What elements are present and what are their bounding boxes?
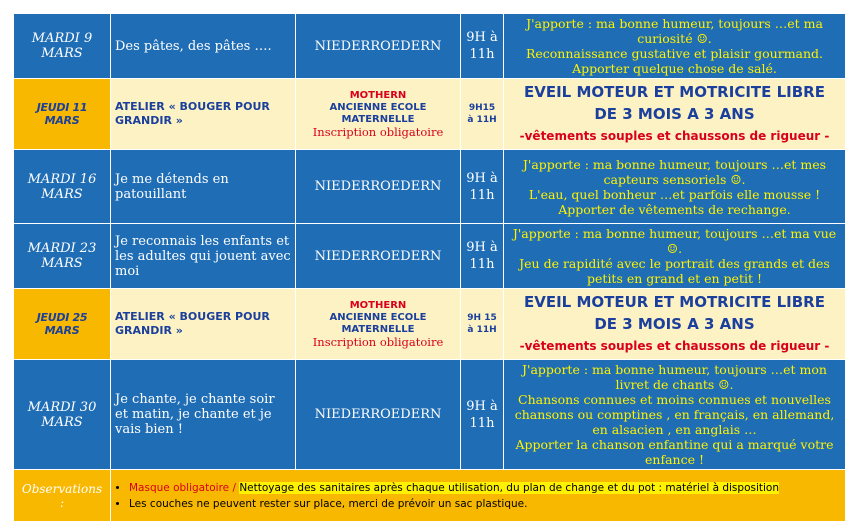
description-cell: [504, 224, 846, 289]
observation-item: [129, 496, 841, 512]
observations-notes: [111, 470, 846, 522]
eveil-title: EVEIL MOTEUR ET MOTRICITE LIBRE: [524, 293, 825, 311]
place-cell: NIEDERROEDERN: [296, 150, 461, 224]
activity-cell: Je reconnais les enfants et les adultes qui jouent avec moi: [111, 224, 296, 289]
clothing-note: -vêtements souples et chaussons de rigueur -: [519, 339, 830, 353]
activity-cell: Je me détends en patouillant: [111, 150, 296, 224]
table-row: [14, 79, 846, 150]
description-cell: [504, 150, 846, 224]
activity-cell: Des pâtes, des pâtes ….: [111, 14, 296, 79]
time-cell: 9H à 11h: [461, 14, 504, 79]
age-range: DE 3 MOIS A 3 ANS: [594, 105, 755, 123]
place-cell: NIEDERROEDERN: [296, 224, 461, 289]
time-cell: 9H à 11h: [461, 224, 504, 289]
town-name: MOTHERN: [349, 299, 407, 311]
table-row: [14, 224, 846, 289]
date-cell: MARDI 16 MARS: [14, 150, 111, 224]
description-line: J'apporte : ma bonne humeur, toujours …et ma vue ☺.: [512, 226, 837, 256]
date-cell: JEUDI 25 MARS: [14, 289, 111, 360]
time-cell: 9H à 11h: [461, 360, 504, 470]
venue-name: ANCIENNE ECOLE MATERNELLE: [329, 101, 427, 125]
inscription-note: Inscription obligatoire: [312, 334, 444, 349]
place-cell: [296, 79, 461, 150]
description-line: Chansons connues et moins connues et nouvelles chansons ou comptines , en français, en allemand, en alsacien , en anglais …: [514, 392, 835, 437]
table-row: [14, 360, 846, 470]
clothing-note: -vêtements souples et chaussons de rigueur -: [519, 129, 830, 143]
description-line: J'apporte : ma bonne humeur, toujours …et ma curiosité ☺.: [526, 16, 823, 46]
table-row: [14, 289, 846, 360]
time-cell: 9H15 à 11H: [461, 79, 504, 150]
age-range: DE 3 MOIS A 3 ANS: [594, 315, 755, 333]
description-line: J'apporte : ma bonne humeur, toujours …et mon livret de chants ☺.: [522, 362, 827, 392]
table-row: [14, 150, 846, 224]
place-cell: NIEDERROEDERN: [296, 14, 461, 79]
observations-list: [115, 480, 841, 512]
diaper-note: Les couches ne peuvent rester sur place, merci de prévoir un sac plastique.: [129, 497, 528, 510]
description-cell: [504, 360, 846, 470]
time-cell: 9H 15 à 11H: [461, 289, 504, 360]
description-line: J'apporte : ma bonne humeur, toujours …et mes capteurs sensoriels ☺.: [522, 156, 827, 187]
description-cell: [504, 14, 846, 79]
date-cell: MARDI 30 MARS: [14, 360, 111, 470]
inscription-note: Inscription obligatoire: [312, 124, 444, 139]
activity-cell: Je chante, je chante soir et matin, je chante et je vais bien !: [111, 360, 296, 470]
cleaning-note: Nettoyage des sanitaires après chaque utilisation, du plan de change et du pot : matériel à disposition: [239, 481, 779, 494]
table-row: [14, 14, 846, 79]
observation-item: [129, 480, 841, 496]
activity-cell: ATELIER « BOUGER POUR GRANDIR »: [111, 289, 296, 360]
description-line: Apporter de vêtements de rechange.: [558, 201, 791, 217]
mask-warning: Masque obligatoire /: [129, 481, 236, 494]
place-cell: NIEDERROEDERN: [296, 360, 461, 470]
description-cell: [504, 79, 846, 150]
venue-name: ANCIENNE ECOLE MATERNELLE: [329, 311, 427, 335]
schedule-table: [13, 13, 846, 522]
time-cell: 9H à 11h: [461, 150, 504, 224]
date-cell: JEUDI 11 MARS: [14, 79, 111, 150]
description-line: Reconnaissance gustative et plaisir gourmand.: [525, 46, 824, 61]
place-cell: [296, 289, 461, 360]
activity-cell: ATELIER « BOUGER POUR GRANDIR »: [111, 79, 296, 150]
description-line: L'eau, quel bonheur …et parfois elle mousse !: [528, 186, 821, 202]
observations-label: Observations :: [14, 470, 111, 522]
description-line: Apporter la chanson enfantine qui a marqué votre enfance !: [515, 437, 834, 467]
date-cell: MARDI 23 MARS: [14, 224, 111, 289]
description-line: Jeu de rapidité avec le portrait des grands et des petits en grand et en petit !: [519, 256, 830, 286]
description-line: Apporter quelque chose de salé.: [572, 61, 777, 76]
town-name: MOTHERN: [349, 89, 407, 101]
description-cell: [504, 289, 846, 360]
date-cell: MARDI 9 MARS: [14, 14, 111, 79]
observations-row: [14, 470, 846, 522]
eveil-title: EVEIL MOTEUR ET MOTRICITE LIBRE: [524, 83, 825, 101]
